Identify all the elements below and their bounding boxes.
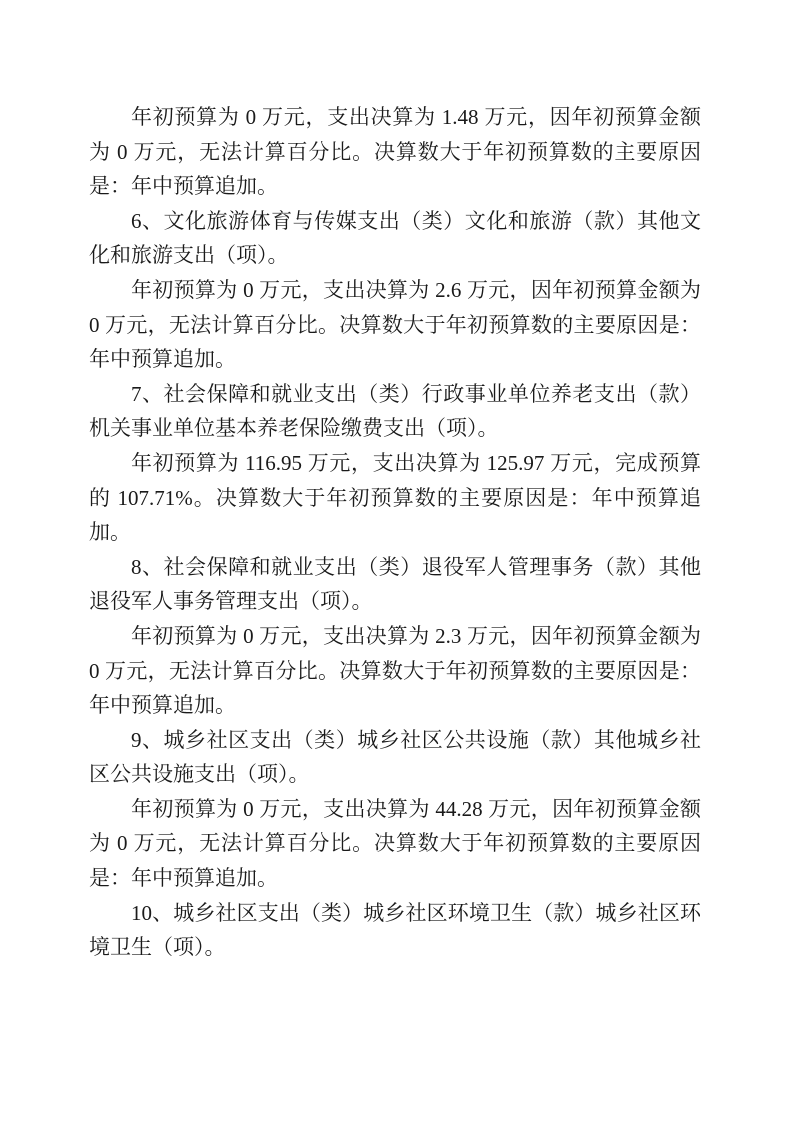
document-paragraph: 年初预算为 0 万元，支出决算为 1.48 万元，因年初预算金额为 0 万元，无法计算百分比。决算数大于年初预算数的主要原因是：年中预算追加。 [89,105,701,199]
document-paragraph: 8、社会保障和就业支出（类）退役军人管理事务（款）其他退役军人事务管理支出（项）。 [89,554,701,614]
document-paragraph: 10、城乡社区支出（类）城乡社区环境卫生（款）城乡社区环境卫生（项）。 [89,900,701,960]
document-paragraph: 年初预算为 116.95 万元，支出决算为 125.97 万元，完成预算的 107.71%。决算数大于年初预算数的主要原因是：年中预算追加。 [89,450,701,545]
document-paragraph: 9、城乡社区支出（类）城乡社区公共设施（款）其他城乡社区公共设施支出（项）。 [89,727,701,787]
document-content [89,100,701,965]
document-paragraph: 6、文化旅游体育与传媒支出（类）文化和旅游（款）其他文化和旅游支出（项）。 [89,208,701,268]
document-paragraph: 7、社会保障和就业支出（类）行政事业单位养老支出（款）机关事业单位基本养老保险缴费支出（项）。 [89,381,701,441]
document-paragraph: 年初预算为 0 万元，支出决算为 44.28 万元，因年初预算金额为 0 万元，无法计算百分比。决算数大于年初预算数的主要原因是：年中预算追加。 [89,796,701,891]
document-paragraph: 年初预算为 0 万元，支出决算为 2.6 万元，因年初预算金额为 0 万元，无法计算百分比。决算数大于年初预算数的主要原因是：年中预算追加。 [89,277,701,372]
document-paragraph: 年初预算为 0 万元，支出决算为 2.3 万元，因年初预算金额为 0 万元，无法计算百分比。决算数大于年初预算数的主要原因是：年中预算追加。 [89,623,701,718]
